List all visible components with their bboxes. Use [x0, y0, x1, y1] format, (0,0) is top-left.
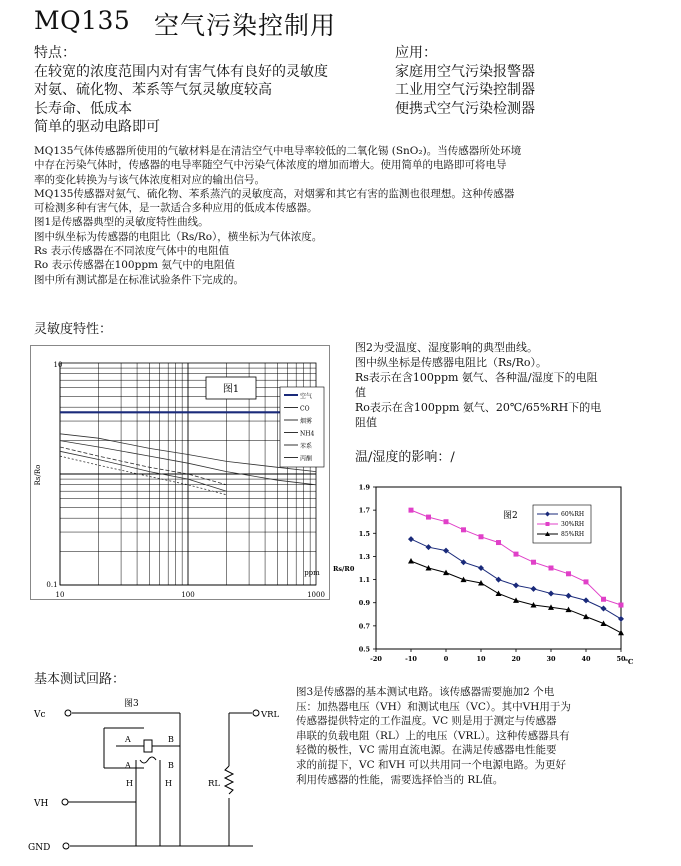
fig2-ytick-label: 0.7: [358, 622, 370, 631]
fig2-desc-line: 图中纵坐标是传感器电阻比（Rs/Ro）。: [355, 356, 548, 369]
circuit-desc-line: 串联的负载电阻（RL）上的电压（VRL）。这种传感器具有: [296, 729, 570, 742]
description-line: Rs 表示传感器在不同浓度气体中的电阻值: [34, 245, 230, 258]
fig2-xtick-label: 30: [546, 655, 556, 663]
sensor-element: [144, 740, 152, 752]
fig2-desc-line: 值: [355, 386, 366, 399]
vc-terminal: [65, 710, 71, 716]
fig2-desc-line: Ro表示在含100ppm 氨气、20℃/65%RH下的电: [355, 401, 602, 414]
vh-terminal: [62, 799, 68, 805]
description-line: Ro 表示传感器在100ppm 氨气中的电阻值: [34, 259, 235, 272]
circuit-fig-label: 图3: [124, 699, 139, 709]
rl-resistor: [225, 766, 233, 794]
vc-label: Vc: [34, 710, 46, 720]
application-item: 家庭用空气污染报警器: [395, 63, 535, 80]
fig2-xtick-label: -20: [370, 655, 382, 663]
description-line: MQ135气体传感器所使用的气敏材料是在清洁空气中电导率较低的二氧化锡 (SnO₂)。当传感器所处环境: [34, 145, 522, 157]
fig1-xlabel: ppm: [304, 569, 320, 577]
application-item: 工业用空气污染控制器: [395, 82, 535, 98]
description-line: 中存在污染气体时，传感器的电导率随空气中污染气体浓度的增加而增大。使用简单的电路即可将电导: [34, 159, 507, 172]
sensitivity-title: 灵敏度特性：: [34, 322, 113, 337]
fig1-ytick-label: 0.1: [46, 581, 58, 589]
fig2-point: [566, 571, 571, 576]
fig2-legend-label: 60%RH: [561, 511, 585, 518]
feature-item: 长寿命、低成本: [34, 100, 132, 117]
fig2-point: [409, 508, 414, 513]
features-block: [34, 44, 328, 137]
vrl-label: VRL: [261, 710, 280, 720]
pin-b-label: B: [168, 761, 174, 770]
circuit-desc-line: 求的前提下，VC 和VH 可以共用同一个电源电路。为更好: [296, 758, 567, 771]
description-line: 图中纵坐标为传感器的电阻比（Rs/Ro），横坐标为气体浓度。: [34, 230, 323, 243]
figure1-chart: [30, 345, 330, 600]
figure1-title: 图1: [222, 384, 240, 395]
fig1-legend-label: 苯系: [300, 443, 313, 450]
pin-h-label: H: [126, 779, 133, 788]
fig2-point: [444, 519, 449, 524]
features-title: 特点：: [34, 45, 76, 61]
gnd-label: GND: [28, 843, 51, 853]
fig1-ylabel: Rs/Ro: [34, 464, 42, 486]
fig1-legend-label: 空气: [300, 393, 313, 400]
fig1-ytick-label: 10: [53, 361, 63, 369]
fig2-xtick-label: 40: [581, 655, 591, 663]
rl-label: RL: [208, 779, 221, 789]
vh-label: VH: [34, 799, 49, 809]
fig2-xtick-label: 0: [443, 655, 449, 663]
feature-item: 简单的驱动电路即可: [34, 119, 160, 135]
fig2-ytick-label: 1.5: [358, 529, 370, 538]
fig2-ytick-label: 1.1: [358, 576, 370, 585]
figure1-grid: [60, 363, 316, 585]
description-line: 图中所有测试都是在标准试验条件下完成的。: [34, 273, 244, 286]
fig2-xtick-label: 50: [616, 655, 626, 663]
temp-humidity-title: 温/湿度的影响：/: [355, 450, 455, 465]
figure2-title: 图2: [503, 511, 518, 521]
fig1-series-line: [60, 456, 227, 495]
fig2-legend-marker: [546, 522, 550, 526]
heater-coil: [140, 757, 156, 763]
circuit-desc-line: 传感器提供特定的工作温度。VC 则是用于测定与传感器: [296, 715, 557, 728]
fig2-legend-label: 30%RH: [561, 521, 585, 528]
fig2-xtick-label: -10: [405, 655, 417, 663]
fig1-legend-label: NH4: [300, 430, 315, 438]
feature-item: 对氨、硫化物、苯系等气氛灵敏度较高: [34, 82, 272, 98]
fig1-xtick-label: 10: [55, 591, 65, 599]
fig1-xtick-label: 1000: [307, 591, 325, 599]
fig2-xtick-label: 20: [511, 655, 521, 663]
fig2-point: [461, 527, 466, 532]
fig2-ytick-label: 1.3: [358, 552, 370, 561]
fig2-point: [549, 566, 554, 571]
applications-title: 应用：: [395, 45, 437, 61]
vrl-terminal: [253, 710, 259, 716]
fig2-point: [496, 540, 501, 545]
gnd-terminal: [63, 843, 69, 849]
description-line: 率的变化转换为与该气体浓度相对应的输出信号。: [34, 173, 265, 186]
fig1-legend-label: 丙酮: [300, 455, 313, 463]
pin-h-label: H: [165, 779, 172, 788]
circuit-diagram: [28, 690, 288, 860]
circuit-desc-line: 图3是传感器的基本测试电路。该传感器需要施加2 个电: [296, 686, 555, 698]
fig1-xtick-label: 100: [181, 591, 195, 599]
description-line: 图1是传感器典型的灵敏度特性曲线。: [34, 216, 209, 229]
circuit-desc-line: 压：加热器电压（VH）和测试电压（VC）。其中VH用于为: [296, 700, 571, 713]
description-line: 可检测多种有害气体，是一款适合多种应用的低成本传感器。: [34, 202, 318, 215]
circuit-title: 基本测试回路：: [34, 672, 126, 687]
fig2-point: [426, 515, 431, 520]
product-title: 空气污染控制用: [154, 11, 337, 40]
fig2-ytick-label: 0.9: [358, 599, 370, 608]
fig2-ytick-label: 1.9: [358, 483, 370, 492]
model-title: MQ135: [34, 6, 131, 35]
pin-a-label: A: [125, 761, 131, 770]
fig2-desc-line: 阻值: [355, 416, 377, 429]
fig1-legend-label: CO: [300, 405, 310, 413]
fig2-ytick-label: 1.7: [358, 506, 370, 515]
circuit-description: [296, 685, 636, 787]
figure2-chart: [330, 477, 634, 667]
fig2-ytick-label: 0.5: [358, 645, 370, 654]
description-line: MQ135传感器对氨气、硫化物、苯系蒸汽的灵敏度高，对烟雾和其它有害的监测也很理想。这种传感器: [34, 187, 515, 200]
fig2-point: [479, 534, 484, 539]
fig2-point: [601, 597, 606, 602]
applications-block: [395, 44, 535, 118]
description-block: [34, 144, 594, 287]
fig2-desc-line: 图2为受温度、湿度影响的典型曲线。: [355, 341, 538, 354]
fig2-point: [619, 603, 624, 608]
application-item: 便携式空气污染检测器: [395, 100, 535, 117]
fig2-point: [531, 560, 536, 565]
fig2-xtick-label: 10: [476, 655, 486, 663]
fig2-xlabel: ℃: [625, 657, 634, 666]
circuit-desc-line: 轻微的极性，VC 需用直流电源。在满足传感器电性能要: [296, 744, 557, 757]
feature-item: 在较宽的浓度范围内对有害气体有良好的灵敏度: [34, 63, 328, 80]
fig2-point: [584, 579, 589, 584]
pin-a-label: A: [125, 735, 131, 744]
fig2-desc-line: Rs表示在含100ppm 氨气、各种温/湿度下的电阻: [355, 371, 598, 384]
fig2-point: [514, 552, 519, 557]
circuit-desc-line: 利用传感器的性能，需要选择恰当的 RL值。: [296, 773, 504, 786]
figure2-description: [355, 340, 655, 430]
pin-b-label: B: [168, 735, 174, 744]
fig2-legend-label: 85%RH: [561, 531, 585, 538]
fig2-ylabel: Rs/R0: [333, 565, 355, 573]
fig1-legend-label: 烟雾: [300, 418, 313, 425]
